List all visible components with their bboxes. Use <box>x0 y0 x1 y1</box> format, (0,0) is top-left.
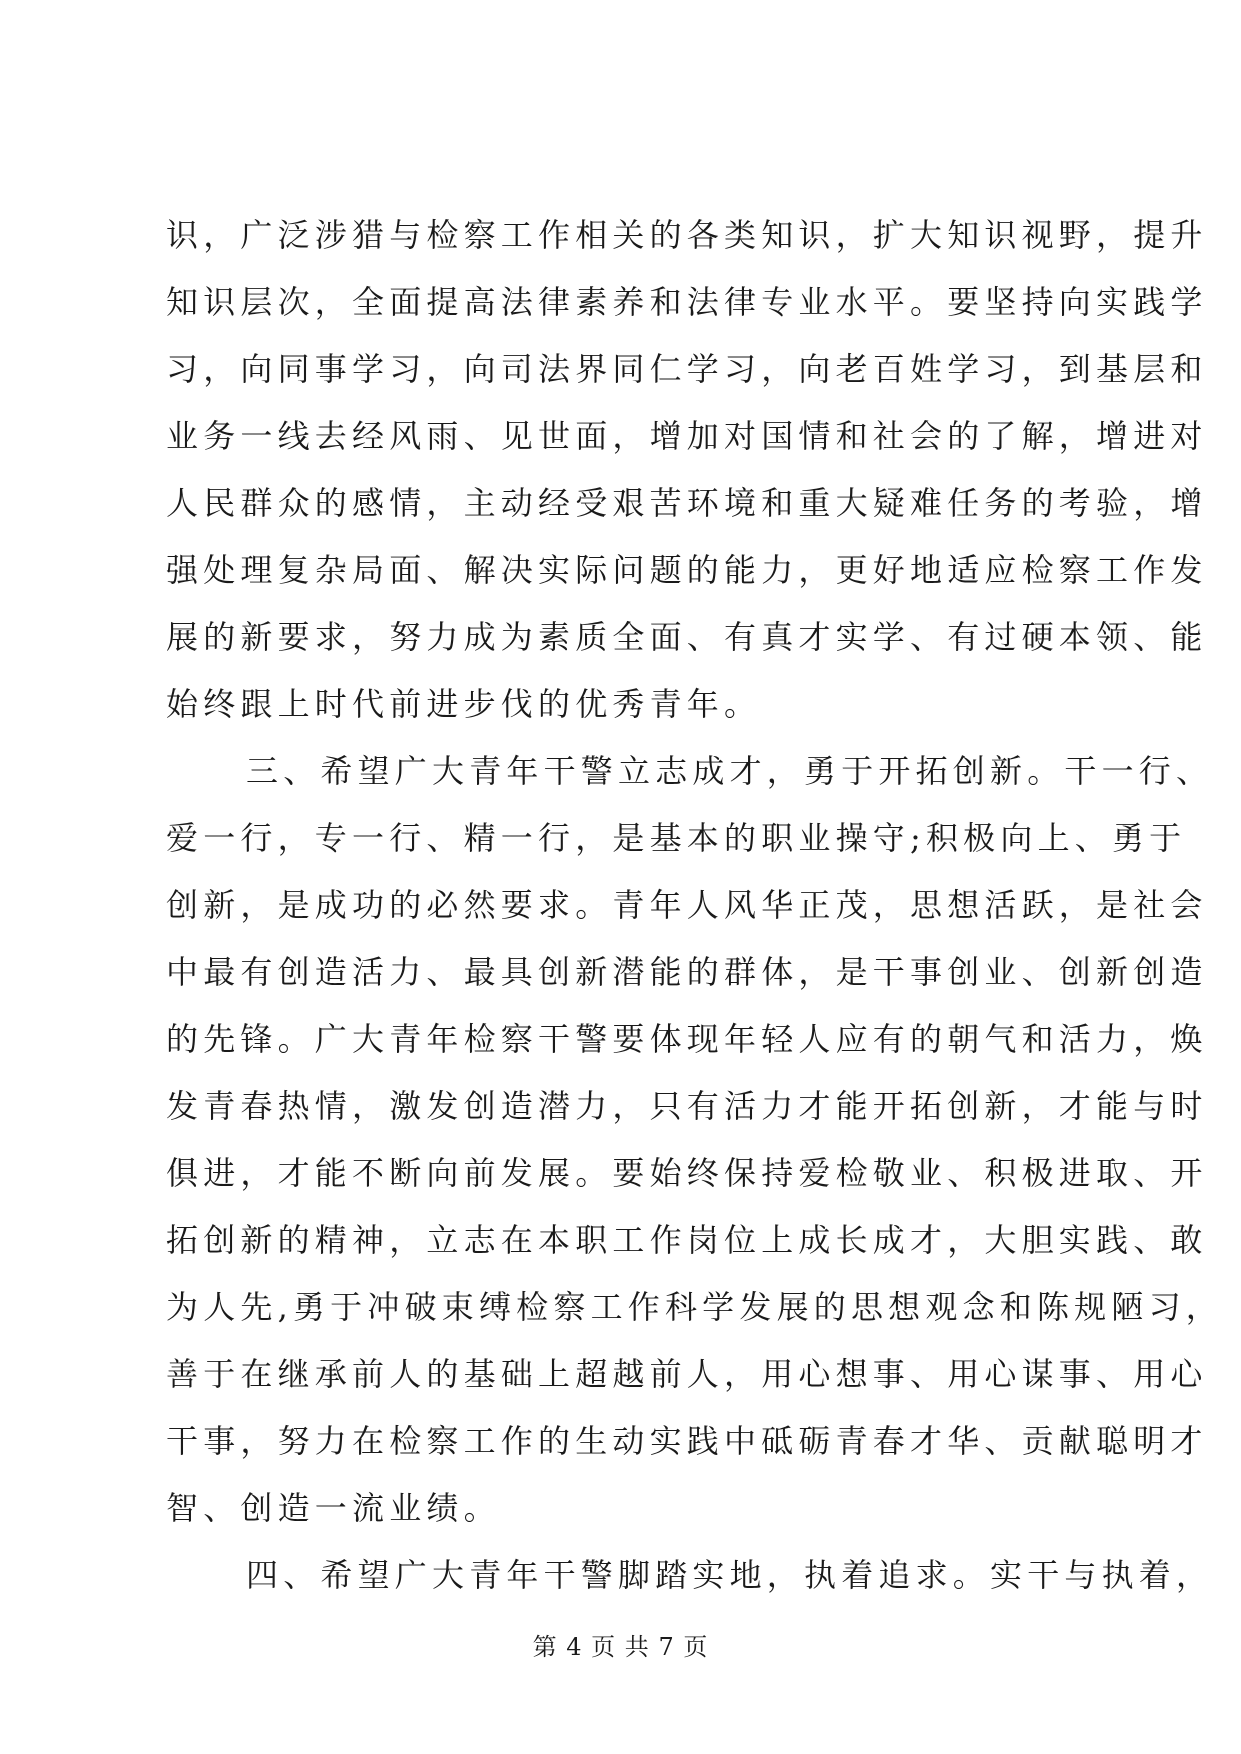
text-line: 展的新要求，努力成为素质全面、有真才实学、有过硬本领、能 <box>166 618 1208 656</box>
text-line: 爱一行，专一行、精一行，是基本的职业操守;积极向上、勇于 <box>166 819 1187 857</box>
text-line: 为人先,勇于冲破束缚检察工作科学发展的思想观念和陈规陋习， <box>166 1288 1223 1326</box>
text-line: 发青春热情，激发创造潜力，只有活力才能开拓创新，才能与时 <box>166 1087 1208 1125</box>
text-line: 知识层次，全面提高法律素养和法律专业水平。要坚持向实践学 <box>166 283 1208 321</box>
text-line: 创新，是成功的必然要求。青年人风华正茂，思想活跃，是社会 <box>166 886 1208 924</box>
page-number-footer: 第 4 页 共 7 页 <box>532 1633 709 1661</box>
text-line: 三、希望广大青年干警立志成才，勇于开拓创新。干一行、 <box>246 752 1214 790</box>
body-text <box>166 202 1223 1609</box>
paragraph-1 <box>166 202 1208 738</box>
text-line: 智、创造一流业绩。 <box>166 1489 501 1527</box>
text-line: 中最有创造活力、最具创新潜能的群体，是干事创业、创新创造 <box>166 953 1208 991</box>
paragraph-2 <box>166 738 1223 1542</box>
text-line: 习，向同事学习，向司法界同仁学习，向老百姓学习，到基层和 <box>166 350 1208 388</box>
paragraph-3 <box>166 1542 1214 1609</box>
text-line: 的先锋。广大青年检察干警要体现年轻人应有的朝气和活力，焕 <box>166 1020 1208 1058</box>
text-line: 识，广泛涉猎与检察工作相关的各类知识，扩大知识视野，提升 <box>166 216 1208 254</box>
text-line: 业务一线去经风雨、见世面，增加对国情和社会的了解，增进对 <box>166 417 1208 455</box>
text-line: 始终跟上时代前进步伐的优秀青年。 <box>166 685 762 723</box>
text-line: 强处理复杂局面、解决实际问题的能力，更好地适应检察工作发 <box>166 551 1208 589</box>
text-line: 四、希望广大青年干警脚踏实地，执着追求。实干与执着， <box>246 1556 1214 1594</box>
text-line: 人民群众的感情，主动经受艰苦环境和重大疑难任务的考验，增 <box>166 484 1208 522</box>
text-line: 俱进，才能不断向前发展。要始终保持爱检敬业、积极进取、开 <box>166 1154 1208 1192</box>
text-line: 拓创新的精神，立志在本职工作岗位上成长成才，大胆实践、敢 <box>166 1221 1208 1259</box>
text-line: 干事，努力在检察工作的生动实践中砥砺青春才华、贡献聪明才 <box>166 1422 1208 1460</box>
text-line: 善于在继承前人的基础上超越前人，用心想事、用心谋事、用心 <box>166 1355 1208 1393</box>
